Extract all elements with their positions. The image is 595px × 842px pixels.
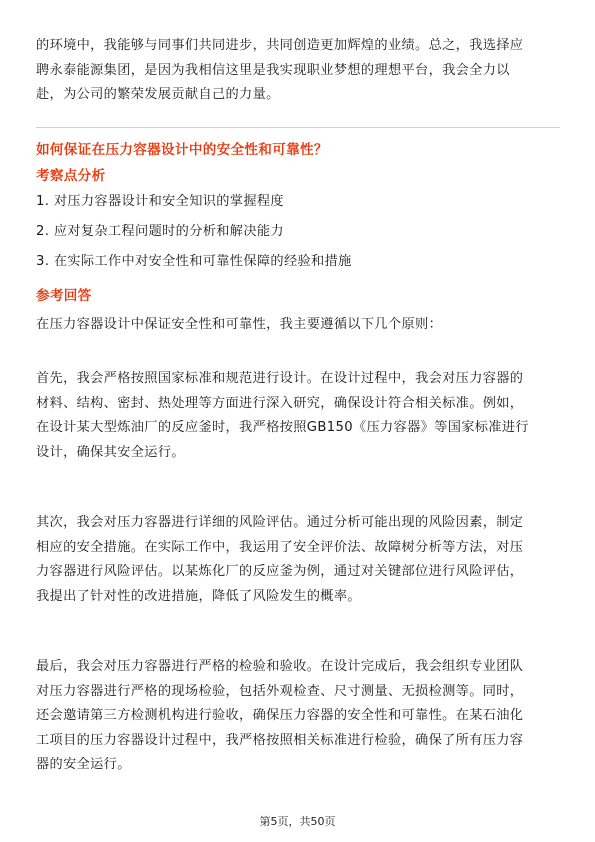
paragraph-line: 相应的安全措施。在实际工作中，我运用了安全评价法、故障树分析等方法，对压 <box>36 539 524 555</box>
analysis-heading: 考察点分析 <box>36 168 106 184</box>
analysis-point: 2. 应对复杂工程问题时的分析和解决能力 <box>36 224 284 239</box>
answer-heading: 参考回答 <box>36 288 92 304</box>
paragraph-line: 对压力容器进行严格的现场检验，包括外观检查、尺寸测量、无损检测等。同时， <box>36 683 524 699</box>
paragraph-line: 最后，我会对压力容器进行严格的检验和验收。在设计完成后，我会组织专业团队 <box>36 659 524 674</box>
analysis-point: 1. 对压力容器设计和安全知识的掌握程度 <box>36 194 284 209</box>
paragraph-line: 器的安全运行。 <box>36 757 131 773</box>
page-number: 第5页，共50页 <box>259 815 336 828</box>
answer-intro: 在压力容器设计中保证安全性和可靠性，我主要遵循以下几个原则： <box>36 317 443 332</box>
intro-paragraph <box>36 34 562 108</box>
answer-paragraph-2 <box>36 511 562 609</box>
question-title: 如何保证在压力容器设计中的安全性和可靠性？ <box>36 142 328 158</box>
paragraph-line: 在设计某大型炼油厂的反应釜时，我严格按照GB150《压力容器》等国家标准进行 <box>36 420 529 436</box>
paragraph-line: 力容器进行风险评估。以某炼化厂的反应釜为例，通过对关键部位进行风险评估， <box>36 564 524 580</box>
section-divider <box>36 127 560 128</box>
answer-paragraph-1 <box>36 367 562 465</box>
paragraph-line: 工项目的压力容器设计过程中，我严格按照相关标准进行检验，确保了所有压力容 <box>36 732 524 748</box>
intro-line: 聘永泰能源集团，是因为我相信这里是我实现职业梦想的理想平台，我会全力以 <box>36 62 510 78</box>
paragraph-line: 设计，确保其安全运行。 <box>36 444 185 460</box>
paragraph-line: 材料、结构、密封、热处理等方面进行深入研究，确保设计符合相关标准。例如， <box>36 395 524 411</box>
intro-line: 的环境中，我能够与同事们共同进步，共同创造更加辉煌的业绩。总之，我选择应 <box>36 38 524 53</box>
paragraph-line: 还会邀请第三方检测机构进行验收，确保压力容器的安全性和可靠性。在某石油化 <box>36 708 524 724</box>
answer-paragraph-3 <box>36 655 562 778</box>
analysis-point: 3. 在实际工作中对安全性和可靠性保障的经验和措施 <box>36 254 352 269</box>
paragraph-line: 其次，我会对压力容器进行详细的风险评估。通过分析可能出现的风险因素，制定 <box>36 515 524 530</box>
paragraph-line: 首先，我会严格按照国家标准和规范进行设计。在设计过程中，我会对压力容器的 <box>36 371 524 386</box>
paragraph-line: 我提出了针对性的改进措施，降低了风险发生的概率。 <box>36 588 361 604</box>
intro-line: 赴，为公司的繁荣发展贡献自己的力量。 <box>36 87 280 103</box>
